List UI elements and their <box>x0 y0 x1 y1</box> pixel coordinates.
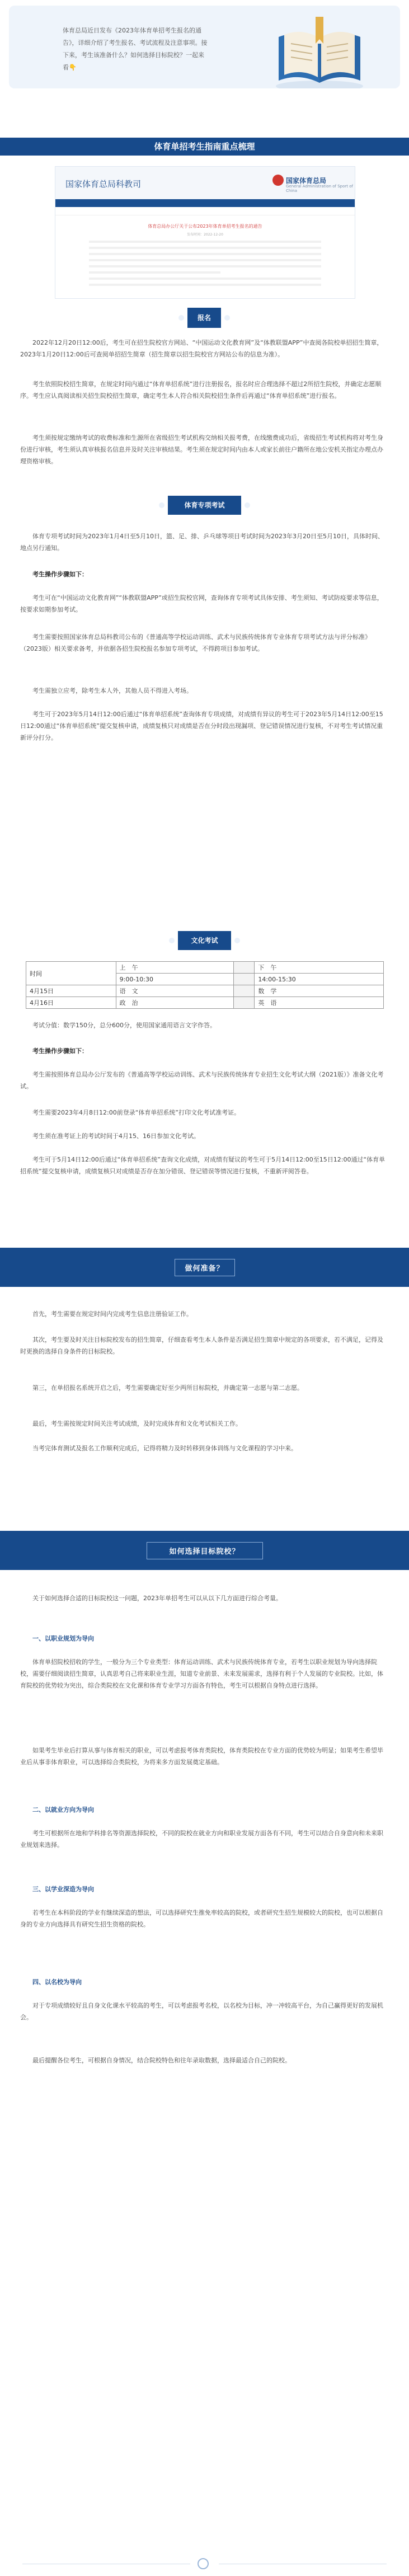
paragraph: 考生可在“中国运动文化教育网”“体教联盟APP”或招生院校官网，查询体育专项考试具体安排、考生须知、考试防疫要求等信息，按要求如期参加考试。 <box>20 594 383 613</box>
paragraph: 考生须在准考证上的考试时间于4月15、16日参加文化考试。 <box>32 1132 200 1140</box>
table-cell: 14:00-15:30 <box>255 974 384 985</box>
paragraph: 当考完体育测试及报名工作顺利完成后，记得将精力及时转移到身体训练与文化课程的学习中来。 <box>32 1445 297 1452</box>
paragraph: 体育单招院校招收的学生，一般分为三个专业类型：体育运动训练、武术与民族传统体育专业，若考生以职业规划为导向选择院校，需要仔细阅读招生简章，认真思考自己将来职业生涯，知道专业前景、未来发展需求，选择有利于个人发展的专业院校。比如，体育院校的优势较为突出，综合类院校在文化课和体育专业学习方面各有特色，考生可以根据自身特点进行选择。 <box>20 1658 383 1689</box>
intro-text: 体育总局近日发布《2023年体育单招考生报名的通告》，详细介绍了考生报名、考试流程及注意事项。接下来，考生该准备什么？如何选择目标院校？一起来看👇 <box>63 27 208 71</box>
section-header-label: 做何准备？ <box>174 1259 234 1276</box>
paragraph: 关于如何选择合适的目标院校这一问题，2023年单招考生可以从以下几方面进行综合考量。 <box>32 1595 282 1602</box>
section-header-choose <box>0 1531 409 1570</box>
table-row <box>26 962 384 974</box>
paragraph: 考生需独立应考，除考生本人外，其他人员不得进入考场。 <box>32 687 192 694</box>
table-cell: 数 学 <box>255 985 384 997</box>
section-tag-sport-exam: 体育专项考试 <box>168 496 241 515</box>
intro-box <box>9 6 400 88</box>
section-tag-signup: 报名 <box>187 308 221 328</box>
table-cell: 政 治 <box>116 997 233 1009</box>
article-title[interactable]: 体育总局办公厅关于公布2023年体育单招考生报名的通告 <box>148 224 262 229</box>
subheading: 三、以学业深造为导向 <box>32 1886 94 1893</box>
site-nav-bar <box>55 199 355 207</box>
website-screenshot <box>55 166 355 299</box>
paragraph: 考生可于2023年5月14日12:00后通过“体育单招系统”查询体育专项成绩，对成绩有异议的考生可于2023年5月14日12:00至15日12:00通过“体育单招系统”提交复核申请，成绩复核只对成绩是否在分时段出现漏项、登记错误情况进行复核，不对考生考试情况重新评分打分。 <box>20 711 383 741</box>
subheading: 一、以职业规划为导向 <box>32 1635 94 1642</box>
paragraph: 对于专项成绩较好且自身文化课水平较高的考生，可以考虑报考名校，以名校为目标，冲一冲较高平台，为自己赢得更好的发展机会。 <box>20 2002 383 2021</box>
table-cell: 语 文 <box>116 985 233 997</box>
paragraph: 考生需按照体育总局办公厅发布的《普通高等学校运动训练、武术与民族传统体育专业招生文化考试大纲（2021版）》准备文化考试。 <box>20 1071 384 1090</box>
table-cell: 时间 <box>26 962 116 985</box>
paragraph: 若考生在本科阶段的学业有继续深造的想法，可以选择研究生推免率较高的院校，或者研究生招生规模较大的院校，也可以根据自身的专业方向选择具有研究生招生资格的院校。 <box>20 1909 383 1928</box>
paragraph: 考生须按规定缴纳考试的收费标准和生源所在省级招生考试机构交纳相关报考费，在线缴费成功后，省级招生考试机构将对考生身份进行审核，考生须认真审核报名信息并及时关注审核结果。考生须在规定时间内由本人或家长前往户籍所在地公安机关指定办理点办理资格审核。 <box>20 434 383 465</box>
paragraph: 考生依照院校招生简章，在规定时间内通过“体育单招系统”进行注册报名，报名时应合理选择不超过2所招生院校，并确定志愿顺序。考生应认真阅读相关招生院校招生简章，确定考生本人符合相关院校招生条件后再通过“体育单招系统”进行报名。 <box>20 380 382 399</box>
national-emblem-icon <box>272 175 284 186</box>
footer-circle-icon <box>198 2558 209 2569</box>
steps-heading: 考生操作步骤如下： <box>32 1047 88 1055</box>
table-cell: 英 语 <box>255 997 384 1009</box>
table-row <box>26 985 384 997</box>
site-brand-sub: General Administration of Sport of China <box>286 184 353 193</box>
paragraph: 考生可根据所在地和学科排名等资源选择院校，不同的院校在就业方向和职业发展方面各有不同，考生可以结合自身意向和未来职业规划来选择。 <box>20 1830 383 1849</box>
table-cell: 4月16日 <box>26 997 116 1009</box>
paragraph: 考生需要按照国家体育总局科教司公布的《普通高等学校运动训练、武术与民族传统体育专业体育专项考试方法与评分标准》（2023版）相关要求备考，并依据各招生院校报名参加专项考试，不得跨项目参加考试。 <box>20 633 371 652</box>
paragraph: 首先，考生需要在规定时间内完成考生信息注册验证工作。 <box>32 1310 192 1318</box>
site-breadcrumb <box>55 207 355 215</box>
paragraph: 2022年12月20日12:00后，考生可在招生院校官方网站、“中国运动文化教育网”及“体教联盟APP”中查阅各院校单招招生简章，2023年1月20日12:00后可查阅单招招生简章（招生简章以招生院校官方网站公布的信息为准）。 <box>20 339 383 358</box>
site-brand: 国家体育总局 <box>286 177 327 185</box>
open-book-icon <box>272 12 367 88</box>
table-cell <box>234 997 255 1009</box>
paragraph: 考生可于5月14日12:00后通过“体育单招系统”查询文化成绩，对成绩有疑议的考生可于5月14日12:00至15日12:00通过“体育单招系统”提交复核申请，成绩复核只对成绩是否存在加分错误、登记错误等情况进行复核，不重新评阅答卷。 <box>20 1156 386 1175</box>
guide-banner: 体育单招考生指南重点梳理 <box>0 138 409 156</box>
table-cell: 4月15日 <box>26 985 116 997</box>
culture-exam-schedule-table <box>26 961 384 1009</box>
paragraph: 如果考生毕业后打算从事与体育相关的职业，可以考虑报考体育类院校，体育类院校在专业方面的优势较为明显；如果考生希望毕业后从事非体育职业，可以选择综合类院校，为将来多方面发展奠定基础。 <box>20 1747 383 1766</box>
table-row <box>26 997 384 1009</box>
table-cell <box>234 974 255 985</box>
table-cell: 9:00-10:30 <box>116 974 233 985</box>
table-cell <box>234 985 255 997</box>
subheading: 二、以就业方向为导向 <box>32 1806 94 1813</box>
paragraph: 体育专项考试时间为2023年1月4日至5月10日，篮、足、排、乒乓球等项目考试时间为2023年3月20日至5月10日，具体时间、地点另行通知。 <box>20 533 384 552</box>
paragraph: 最后，考生需按规定时间关注考试成绩，及时完成体育和文化考试相关工作。 <box>32 1420 242 1427</box>
subheading: 四、以名校为导向 <box>32 1978 82 1986</box>
paragraph: 考生需要2023年4月8日12:00前登录“体育单招系统”打印文化考试准考证。 <box>32 1109 241 1116</box>
steps-heading: 考生操作步骤如下： <box>32 571 88 578</box>
paragraph: 最后提醒各位考生，可根据自身情况，结合院校特色和往年录取数据，选择最适合自己的院校。 <box>32 2057 291 2064</box>
section-header-prepare <box>0 1248 409 1287</box>
table-cell <box>234 962 255 974</box>
table-cell: 上 午 <box>116 962 233 974</box>
paragraph: 第三，在单招报名系统开启之后，考生需要确定好至少两所目标院校，并确定第一志愿与第二志愿。 <box>32 1384 303 1392</box>
section-header-label: 如何选择目标院校？ <box>146 1542 262 1559</box>
paragraph: 考试分值：数学150分，总分600分，使用国家通用语言文字作答。 <box>32 1022 216 1029</box>
site-name: 国家体育总局科教司 <box>65 179 142 189</box>
section-tag-culture-exam: 文化考试 <box>178 931 231 950</box>
article-meta: 发布时间：2022-12-20 <box>187 233 223 237</box>
table-cell: 下 午 <box>255 962 384 974</box>
paragraph: 其次，考生要及时关注目标院校发布的招生简章，仔细查看考生本人条件是否满足招生简章中规定的各项要求，若不满足，记得及时更换的选择自身条件的目标院校。 <box>20 1336 383 1355</box>
